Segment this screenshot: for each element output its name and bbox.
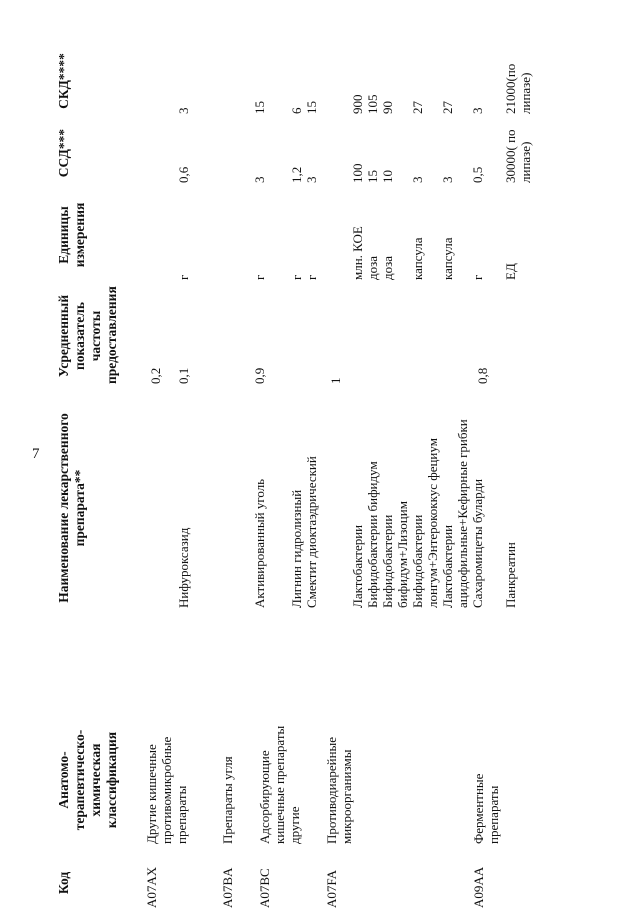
row-code: A07BA [220, 867, 235, 908]
row-code: A07BC [257, 868, 272, 908]
header-drug: Наименование лекарственного препарата** [56, 413, 87, 603]
drug-name: Бифидобактерии бифидум+Лизоцим [380, 501, 410, 608]
row-group-frequency: 1 [328, 377, 343, 384]
drug-skd: 900 [350, 94, 365, 114]
drug-unit: доза [380, 255, 395, 280]
drug-skd: 6 [289, 107, 304, 114]
drug-name: Сахаромицеты буларди [470, 478, 485, 608]
drug-ssd: 10 [380, 170, 395, 183]
row-atc: Препараты угля [220, 756, 235, 844]
header-ssd: ССД*** [56, 128, 71, 178]
drug-name: Активированный уголь [252, 478, 267, 608]
header-code: Код [56, 871, 71, 895]
row-code: A07AX [144, 866, 159, 908]
drug-name: Бифидобактерии бифидум [365, 461, 380, 608]
drug-ssd: 3 [440, 176, 455, 183]
drug-unit: г [304, 274, 319, 280]
drug-name: Лигнин гидролизный [289, 489, 304, 608]
drug-ssd: 3 [252, 176, 267, 183]
drug-ssd: 0,5 [470, 166, 485, 183]
drug-skd: 3 [176, 107, 191, 114]
drug-ssd: 3 [304, 176, 319, 183]
drug-name: Лактобактерии ацидофильные+Кефирные грибки [440, 419, 470, 608]
drug-unit: г [470, 274, 485, 280]
row-atc: Противодиарейные микроорганизмы [324, 736, 354, 844]
drug-name: Бифидобактерии лонгум+Энтерококкус фециум [410, 438, 440, 608]
drug-frequency: 0,9 [252, 367, 267, 384]
drug-ssd: 0,6 [176, 166, 191, 183]
drug-name: Нифуроксазид [176, 527, 191, 608]
header-freq: Усредненный показатель частоты предоставления [56, 286, 119, 384]
drug-name: Лактобактерии [350, 524, 365, 608]
drug-skd: 15 [252, 101, 267, 114]
drug-frequency: 0,1 [176, 367, 191, 384]
row-atc: Другие кишечные противомикробные препараты [144, 736, 189, 844]
row-group-frequency: 0,2 [148, 367, 163, 384]
drug-unit: млн. КОЕ [350, 226, 365, 280]
drug-unit: капсула [440, 237, 455, 280]
drug-unit: г [176, 274, 191, 280]
drug-unit: капсула [410, 237, 425, 280]
drug-skd: 90 [380, 101, 395, 114]
drug-skd: 15 [304, 101, 319, 114]
page-number: 7 [32, 446, 40, 462]
drug-skd: 3 [470, 107, 485, 114]
drug-ssd: 1,2 [289, 166, 304, 183]
row-group-frequency: 0,8 [475, 367, 490, 384]
drug-unit: г [289, 274, 304, 280]
drug-ssd: 15 [365, 170, 380, 183]
drug-name: Смектит диоктаэдрический [304, 456, 319, 608]
drug-unit: г [252, 274, 267, 280]
header-units: Единицы измерения [56, 202, 87, 268]
drug-skd: 27 [410, 101, 425, 114]
row-atc: Ферментные препараты [471, 773, 501, 844]
drug-ssd: 30000( по липазе) [503, 129, 533, 183]
drug-table [56, 48, 626, 908]
drug-ssd: 3 [410, 176, 425, 183]
row-code: A07FA [324, 869, 339, 908]
drug-skd: 21000(по липазе) [503, 63, 533, 114]
header-atc: Анатомо-терапевтическо-химическая классификация [56, 729, 119, 831]
drug-unit: ЕД [503, 263, 518, 280]
row-code: A09AA [471, 866, 486, 908]
drug-ssd: 100 [350, 163, 365, 183]
row-atc: Адсорбирующие кишечные препараты другие [257, 725, 302, 844]
drug-skd: 27 [440, 101, 455, 114]
header-skd: СКД**** [56, 53, 71, 109]
drug-name: Панкреатин [503, 542, 518, 608]
drug-skd: 105 [365, 94, 380, 114]
drug-unit: доза [365, 255, 380, 280]
